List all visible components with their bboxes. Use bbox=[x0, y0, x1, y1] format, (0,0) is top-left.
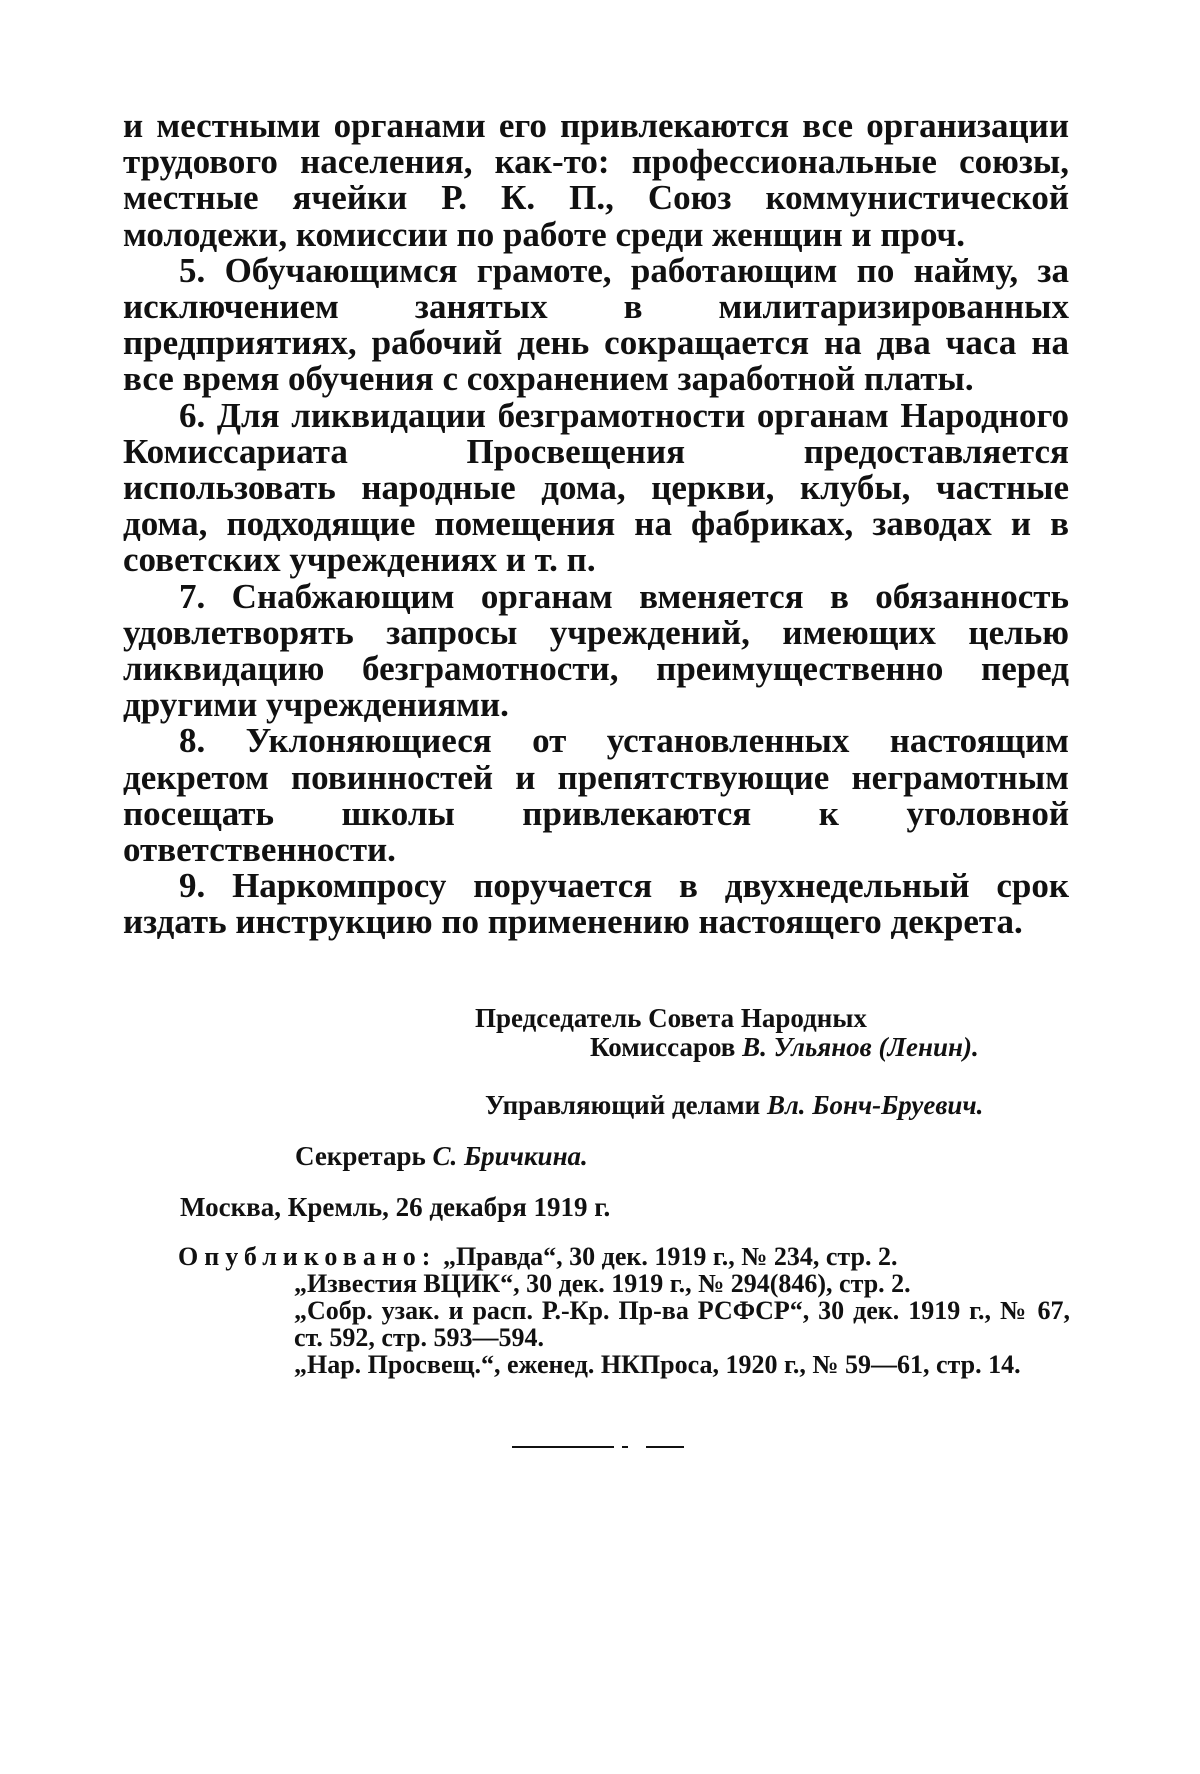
publication-label: Опубликовано: bbox=[178, 1242, 437, 1271]
paragraph-9: 9. Наркомпросу поручается в двухнедельный срок издать инструкцию по применению настоящего декрета. bbox=[123, 866, 1069, 942]
end-rule-left bbox=[512, 1446, 614, 1448]
end-rule-dot bbox=[622, 1446, 628, 1448]
publication-source-sobranie: „Собр. узак. и расп. Р.-Кр. Пр-ва РСФСР“, 30 дек. 1919 г., № 67, ст. 592, стр. 593—594. bbox=[294, 1296, 1070, 1352]
secretary-signature-line bbox=[295, 1141, 588, 1172]
decree-body bbox=[123, 108, 1069, 941]
place-date: Москва, Кремль, 26 декабря 1919 г. bbox=[180, 1192, 611, 1222]
publication-source-nar-prosv: „Нар. Просвещ.“, еженед. НКПроса, 1920 г., № 59—61, стр. 14. bbox=[294, 1350, 1021, 1379]
manager-name: Вл. Бонч-Бруевич. bbox=[766, 1090, 984, 1120]
chairman-name: В. Ульянов (Ленин). bbox=[742, 1032, 979, 1062]
paragraph-6: 6. Для ликвидации безграмотности органам Народного Комиссариата Просвещения предоставляется использовать народные дома, церкви, клубы, частные дома, подходящие помещения на фабриках, заводах и в советских учреждениях и т. п. bbox=[123, 395, 1069, 580]
publication-source-pravda: „Правда“, 30 дек. 1919 г., № 234, стр. 2. bbox=[442, 1242, 898, 1271]
chairman-title-line2: Комиссаров bbox=[590, 1032, 736, 1062]
paragraph-5: 5. Обучающимся грамоте, работающим по найму, за исключением занятых в милитаризированных предприятиях, рабочий день сокращается на два часа на все время обучения с сохранением заработной платы. bbox=[123, 250, 1069, 399]
publication-source-izvestia: „Известия ВЦИК“, 30 дек. 1919 г., № 294(846), стр. 2. bbox=[294, 1269, 911, 1298]
paragraph-8: 8. Уклоняющиеся от установленных настоящим декретом повинностей и препятствующие неграмотным посещать школы привлекаются к уголовной ответственности. bbox=[123, 721, 1069, 870]
publication-notes bbox=[178, 1243, 1070, 1378]
chairman-signature-line bbox=[590, 1032, 979, 1063]
paragraph-continuation: и местными органами его привлекаются все организации трудового населения, как-то: профессиональные союзы, местные ячейки Р. К. П., Союз коммунистической молодежи, комиссии по работе среди женщин и проч. bbox=[123, 106, 1069, 254]
secretary-name: С. Бричкина. bbox=[432, 1141, 588, 1171]
paragraph-7: 7. Снабжающим органам вменяется в обязанность удовлетворять запросы учреждений, имеющих целью ликвидацию безграмотности, преимущественно перед другими учреждениями. bbox=[123, 576, 1069, 725]
chairman-title-line1: Председатель Совета Народных bbox=[475, 1003, 867, 1033]
publication-first-line bbox=[178, 1243, 1070, 1270]
end-rule-right bbox=[646, 1446, 684, 1448]
manager-title: Управляющий делами bbox=[485, 1090, 761, 1120]
secretary-title: Секретарь bbox=[295, 1141, 426, 1171]
manager-signature-line bbox=[485, 1090, 983, 1121]
